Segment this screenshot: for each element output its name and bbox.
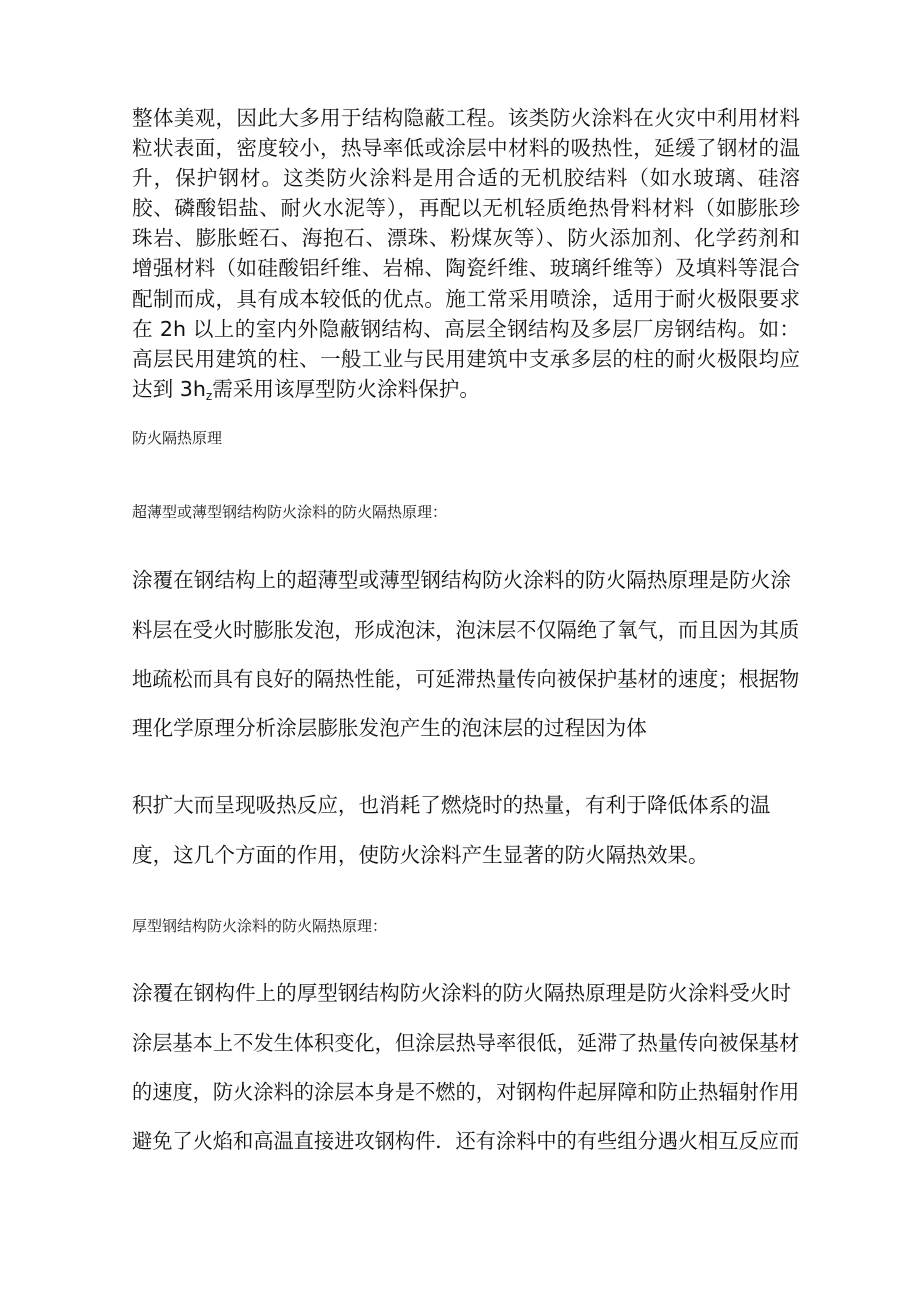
- section-heading: 防火隔热原理: [132, 429, 223, 447]
- thick-coating-heading: 厚型钢结构防火涂料的防火隔热原理：: [132, 917, 388, 935]
- intro-subscript: z: [205, 388, 213, 403]
- thin-line-1: 涂覆在钢结构上的超薄型或薄型钢结构防火涂料的防火隔热原理是防火涂: [132, 568, 791, 592]
- intro-text-end: 需采用该厚型防火涂料保护。: [212, 376, 480, 401]
- thin-line-5: 积扩大而呈现吸热反应，也消耗了燃烧时的热量，有利于降低体系的温: [132, 793, 771, 817]
- thin-line-3: 地疏松而具有良好的隔热性能，可延滞热量传向被保护基材的速度；根据物: [132, 667, 800, 691]
- thick-line-3: 的速度，防火涂料的涂层本身是不燃的，对钢构件起屏障和防止热辐射作用: [132, 1080, 800, 1104]
- thick-line-2: 涂层基本上不发生体积变化，但涂层热导率很低，延滞了热量传向被保基材: [132, 1031, 800, 1055]
- thin-line-2: 料层在受火时膨胀发泡，形成泡沫，泡沫层不仅隔绝了氧气，而且因为其质: [132, 618, 800, 642]
- thin-line-4: 理化学原理分析涂层膨胀发泡产生的泡沫层的过程因为体: [132, 716, 647, 740]
- thin-coating-heading: 超薄型或薄型钢结构防火涂料的防火隔热原理：: [132, 503, 448, 521]
- thick-line-1: 涂覆在钢构件上的厚型钢结构防火涂料的防火隔热原理是防火涂料受火时: [132, 981, 791, 1005]
- intro-paragraph: [132, 103, 800, 411]
- thin-line-6: 度，这几个方面的作用，使防火涂料产生显著的防火隔热效果。: [132, 843, 709, 867]
- intro-text: 整体美观，因此大多用于结构隐蔽工程。该类防火涂料在火灾中利用材料粒状表面，密度较小，热导率低或涂层中材料的吸热性，延缓了钢材的温升，保护钢材。这类防火涂料是用合适的无机胶结料（如水玻璃、硅溶胶、磷酸铝盐、耐火水泥等），再配以无机轻质绝热骨料材料（如膨胀珍珠岩、膨胀蛭石、海抱石、漂珠、粉煤灰等）、防火添加剂、化学药剂和增强材料（如硅酸铝纤维、岩棉、陶瓷纤维、玻璃纤维等）及填料等混合配制而成，具有成本较低的优点。施工常采用喷涂，适用于耐火极限要求在 2h 以上的室内外隐蔽钢结构、高层全钢结构及多层厂房钢结构。如：高层民用建筑的柱、一般工业与民用建筑中支承多层的柱的耐火极限均应达到 3h: [132, 106, 800, 401]
- thick-line-4: 避免了火焰和高温直接进攻钢构件．还有涂料中的有些组分遇火相互反应而: [132, 1129, 800, 1153]
